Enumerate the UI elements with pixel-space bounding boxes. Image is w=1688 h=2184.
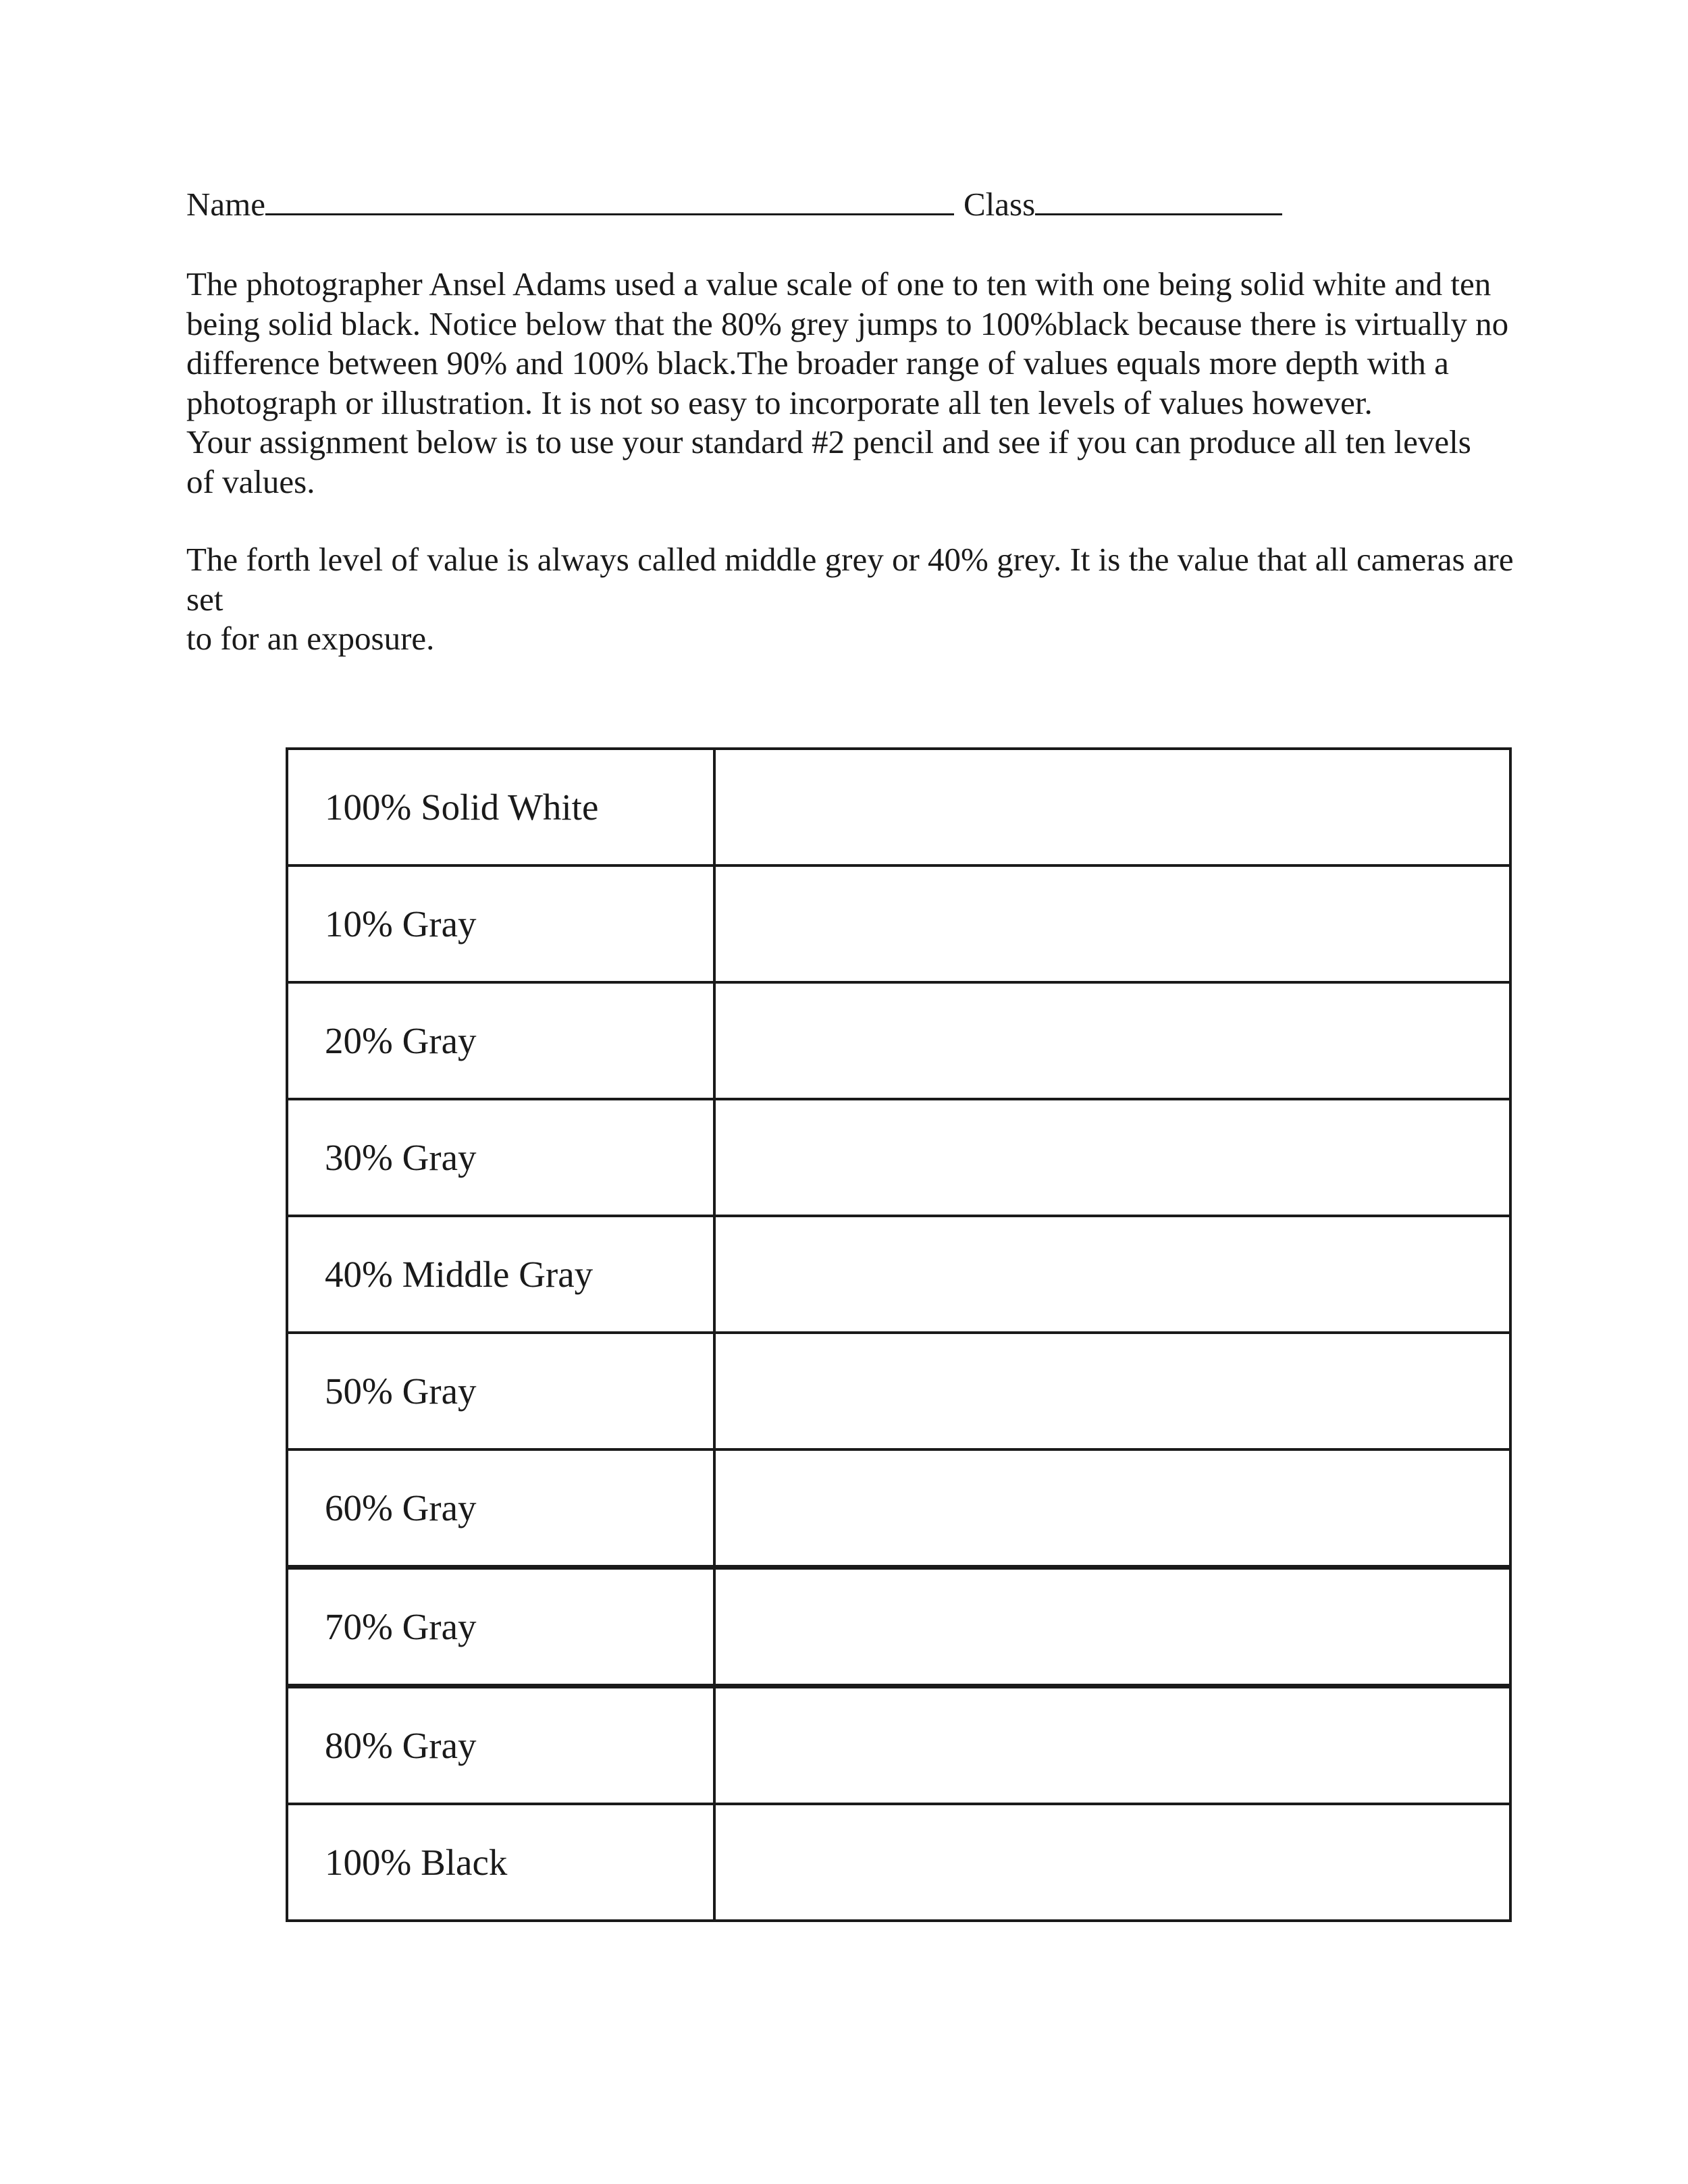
value-label: 100% Black xyxy=(287,1804,714,1921)
table-row xyxy=(287,1568,1510,1686)
table-row xyxy=(287,1804,1510,1921)
table-row xyxy=(287,749,1510,865)
value-label: 30% Gray xyxy=(287,1099,714,1216)
shading-cell[interactable] xyxy=(714,982,1510,1099)
name-field[interactable] xyxy=(265,182,954,215)
value-label: 40% Middle Gray xyxy=(287,1216,714,1333)
table-row xyxy=(287,1099,1510,1216)
value-label: 50% Gray xyxy=(287,1333,714,1449)
table-row xyxy=(287,1333,1510,1449)
value-label: 10% Gray xyxy=(287,865,714,982)
table-row xyxy=(287,865,1510,982)
shading-cell[interactable] xyxy=(714,1686,1510,1805)
class-field[interactable] xyxy=(1035,182,1282,215)
table-row xyxy=(287,1216,1510,1333)
value-label: 20% Gray xyxy=(287,982,714,1099)
shading-cell[interactable] xyxy=(714,1568,1510,1686)
intro-paragraph: The photographer Ansel Adams used a value scale of one to ten with one being solid white and ten being solid black. Notice below that the 80% grey jumps to 100%black because there is virtually no difference between 90% and 100% black.The broader range of values equals more depth with a photograph or illustration. It is not so easy to incorporate all ten levels of values however. Your assignment below is to use your standard #2 pencil and see if you can produce all ten levels of values. xyxy=(186,265,1509,500)
shading-cell[interactable] xyxy=(714,1449,1510,1568)
name-class-header xyxy=(186,182,1282,225)
shading-cell[interactable] xyxy=(714,1804,1510,1921)
table-row xyxy=(287,1686,1510,1805)
shading-cell[interactable] xyxy=(714,1333,1510,1449)
value-label: 100% Solid White xyxy=(287,749,714,865)
class-label: Class xyxy=(964,186,1036,223)
table-row xyxy=(287,982,1510,1099)
shading-cell[interactable] xyxy=(714,1216,1510,1333)
value-label: 80% Gray xyxy=(287,1686,714,1805)
value-label: 70% Gray xyxy=(287,1568,714,1686)
shading-cell[interactable] xyxy=(714,1099,1510,1216)
name-label: Name xyxy=(186,186,265,223)
table-row xyxy=(287,1449,1510,1568)
shading-cell[interactable] xyxy=(714,865,1510,982)
value-label: 60% Gray xyxy=(287,1449,714,1568)
shading-cell[interactable] xyxy=(714,749,1510,865)
middle-grey-paragraph: The forth level of value is always called middle grey or 40% grey. It is the value that all cameras are set to for an exposure. xyxy=(186,541,1514,657)
value-scale-table xyxy=(286,747,1512,1922)
